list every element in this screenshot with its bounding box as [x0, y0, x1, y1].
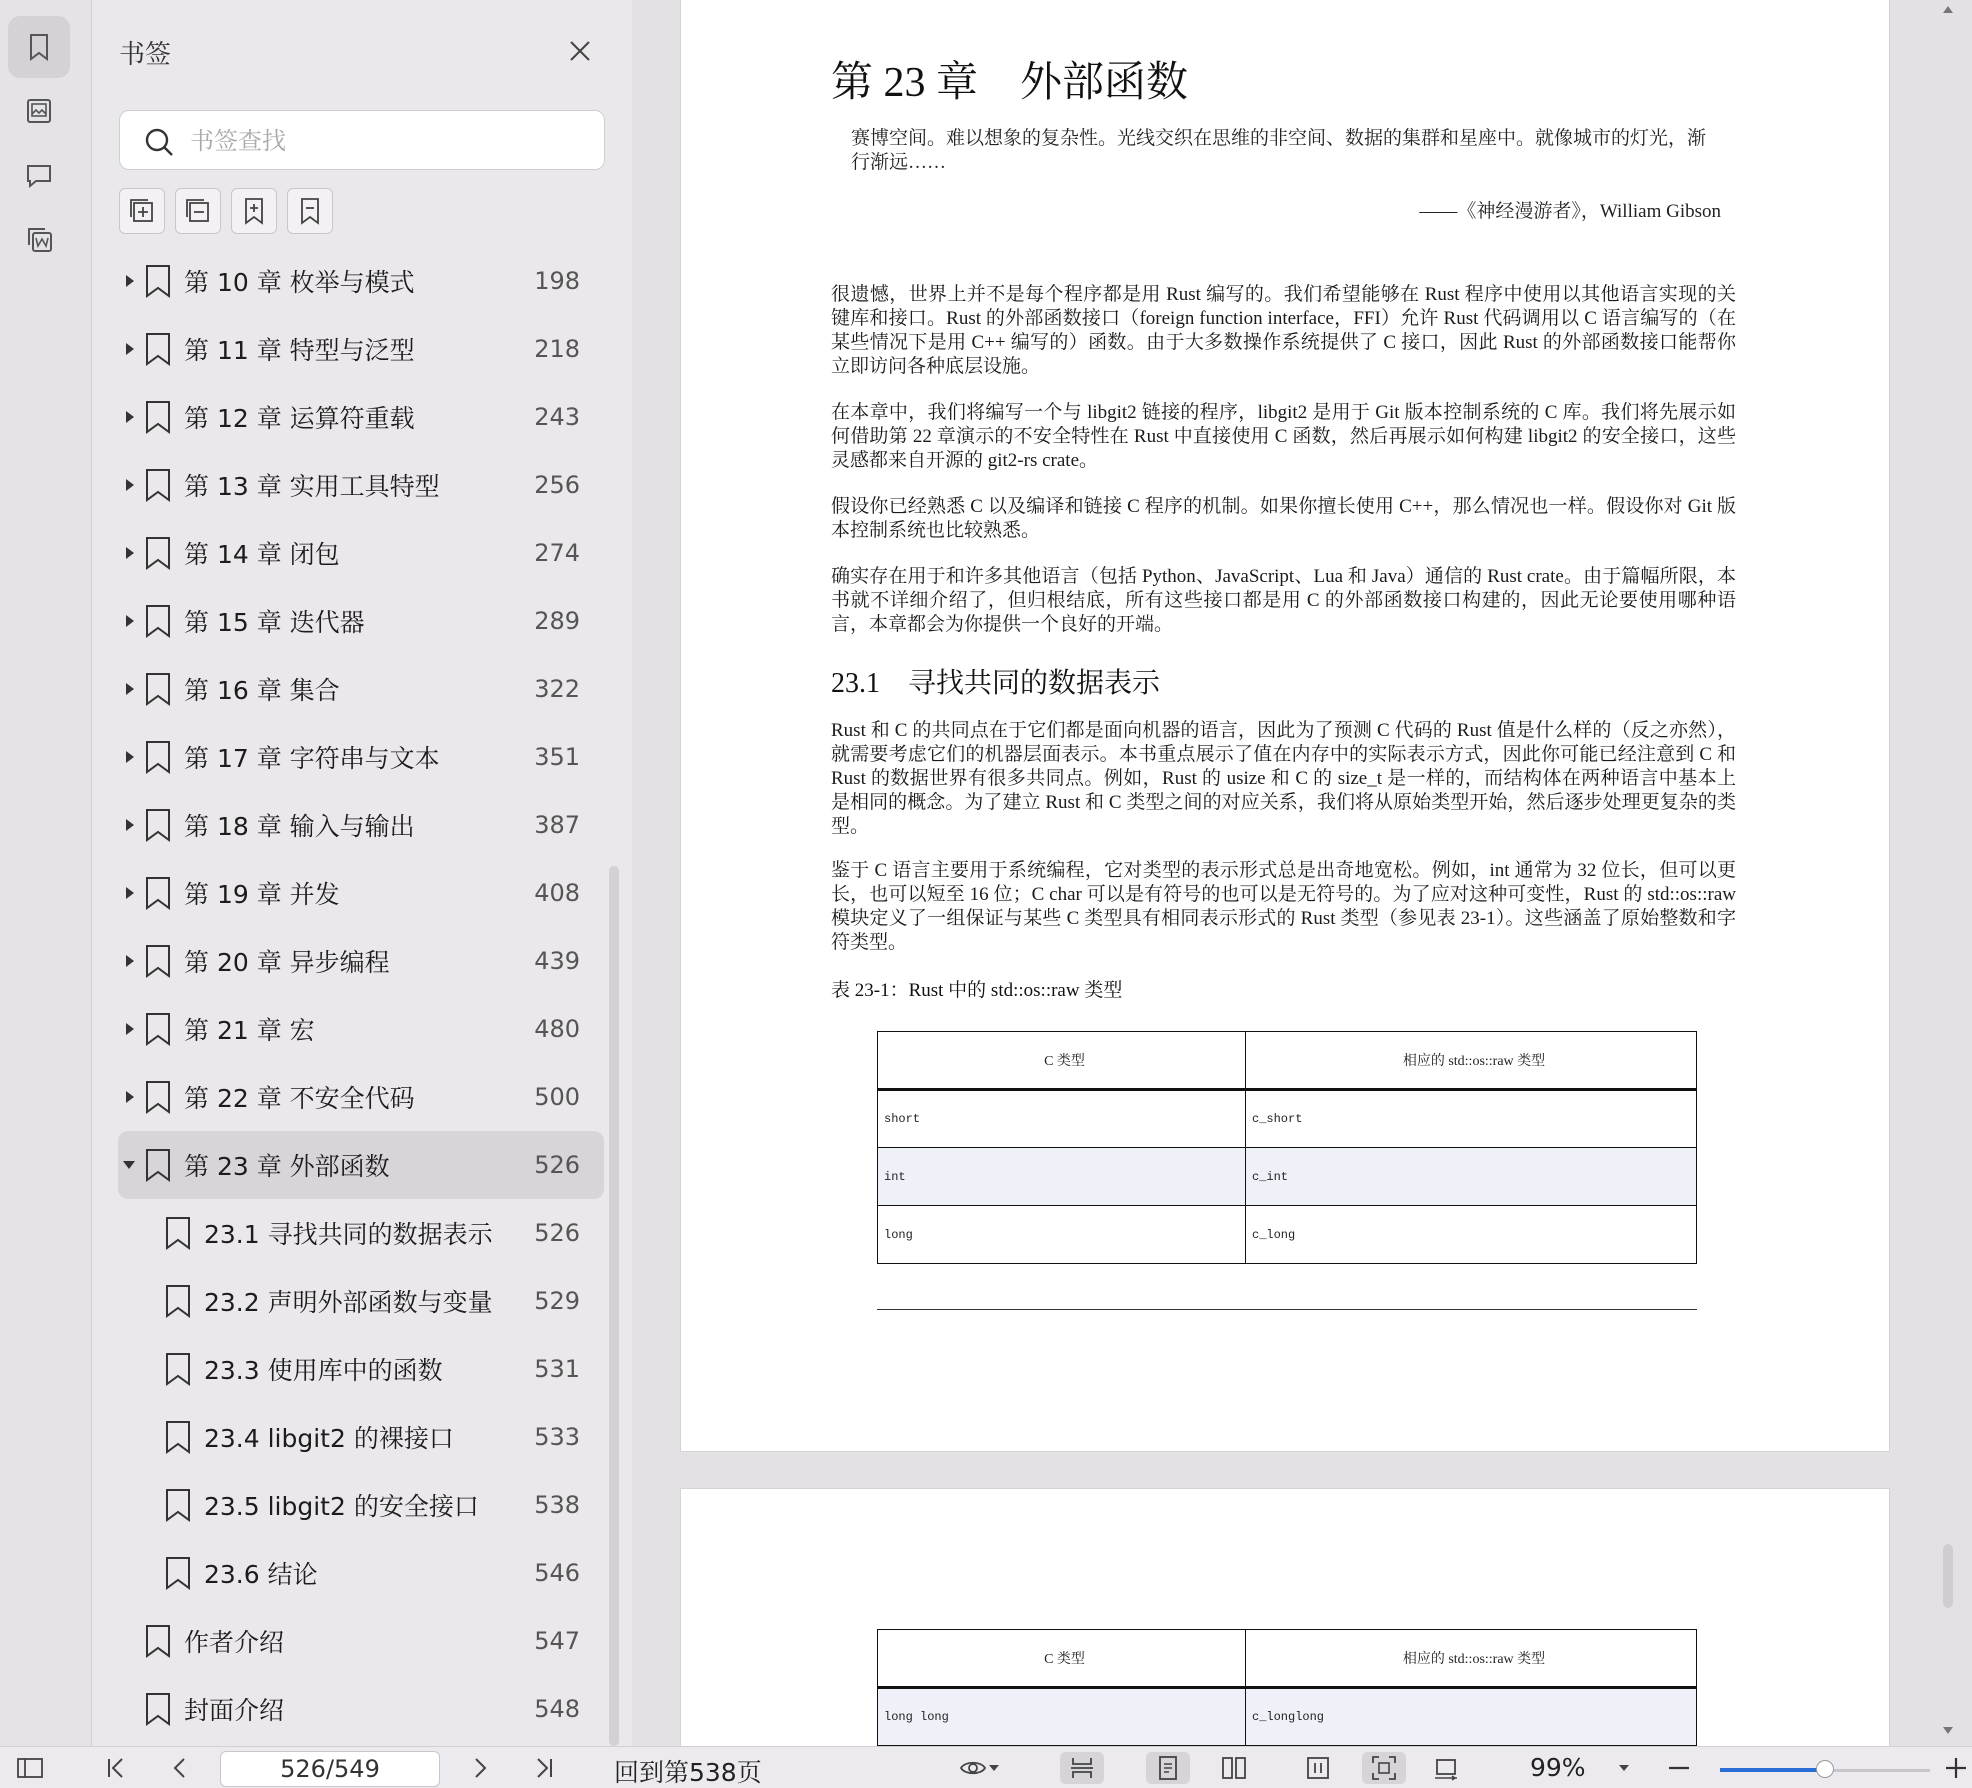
bookmark-label: 23.3 使用库中的函数	[204, 1356, 443, 1385]
bookmark-icon	[144, 1079, 172, 1115]
bookmark-label: 第 13 章 实用工具特型	[184, 472, 440, 501]
bookmark-page-number: 531	[534, 1355, 580, 1383]
bookmark-item[interactable]	[118, 791, 604, 859]
bookmark-item[interactable]	[118, 859, 604, 927]
bookmark-page-number: 526	[534, 1151, 580, 1179]
footnote-rule	[877, 1309, 1697, 1310]
bookmark-page-number: 256	[534, 471, 580, 499]
bookmark-label: 第 23 章 外部函数	[184, 1152, 390, 1181]
first-page-icon	[102, 1754, 130, 1782]
epigraph: 赛博空间。难以想象的复杂性。光线交织在思维的非空间、数据的集群和星座中。就像城市的灯光，渐行渐远……	[851, 128, 1707, 173]
bookmark-item[interactable]	[118, 1539, 604, 1607]
bookmark-icon	[144, 875, 172, 911]
caret-right-icon[interactable]	[122, 886, 136, 900]
scrollbar-thumb[interactable]	[1943, 1544, 1953, 1608]
zoom-slider-knob[interactable]	[1816, 1760, 1834, 1778]
thumbnail-icon	[23, 95, 55, 127]
bookmark-label: 第 10 章 枚举与模式	[184, 268, 415, 297]
add-bookmark-icon	[238, 195, 270, 227]
chevron-down-icon	[1617, 1761, 1631, 1775]
bookmark-item[interactable]	[118, 1063, 604, 1131]
next-page-button[interactable]	[464, 1752, 496, 1784]
bookmark-item[interactable]	[118, 1403, 604, 1471]
bookmark-icon	[144, 807, 172, 843]
fit-page-button[interactable]	[1362, 1752, 1406, 1784]
page-number-input[interactable]	[220, 1751, 440, 1787]
eye-icon	[959, 1754, 987, 1782]
bookmark-label: 作者介绍	[184, 1628, 285, 1657]
bookmark-panel-button[interactable]	[8, 16, 70, 78]
caret-right-icon[interactable]	[122, 614, 136, 628]
paragraph: Rust 和 C 的共同点在于它们都是面向机器的语言，因此为了预测 C 代码的 Rust 值是什么样的（反之亦然），就需要考虑它们的机器层面表示。本书重点展示了值在内存中的实际表示方式，因此你可能已经注意到 C 和 Rust 的数据世界有很多共同点。例如，Rust 的 usize 和 C 的 size_t 是一样的，而结构体在两种语言中基本上是相同的概念。为了建立 Rust 和 C 类型之间的对应关系，我们将从原始类型开始，然后逐步处理更复杂的类型。	[831, 720, 1736, 837]
bookmark-icon	[144, 331, 172, 367]
table-header-cell: 相应的 std::os::raw 类型	[1246, 1630, 1697, 1688]
bookmark-item[interactable]	[118, 1607, 604, 1675]
table-cell: c_short	[1246, 1090, 1697, 1148]
bookmark-label: 第 12 章 运算符重载	[184, 404, 415, 433]
double-page-icon	[1220, 1754, 1248, 1782]
bookmark-label: 第 19 章 并发	[184, 880, 340, 909]
table-header-row	[878, 1032, 1697, 1090]
extract-icon	[23, 223, 55, 255]
fit-page-icon	[1370, 1754, 1398, 1782]
bookmark-icon	[144, 1623, 172, 1659]
bookmark-page-number: 480	[534, 1015, 580, 1043]
add-bookmark-button[interactable]	[231, 188, 277, 234]
last-page-button[interactable]	[528, 1752, 560, 1784]
bookmark-icon	[164, 1419, 192, 1455]
chevron-down-icon	[987, 1761, 1001, 1775]
paragraph: 假设你已经熟悉 C 以及编译和链接 C 程序的机制。如果你擅长使用 C++，那么情况也一样。假设你对 Git 版本控制系统也比较熟悉。	[831, 496, 1736, 541]
table-header-cell: C 类型	[878, 1630, 1246, 1688]
bookmark-label: 第 14 章 闭包	[184, 540, 340, 569]
bookmark-page-number: 547	[534, 1627, 580, 1655]
bookmark-page-number: 529	[534, 1287, 580, 1315]
bookmark-icon	[144, 1011, 172, 1047]
left-rail	[0, 0, 92, 1746]
previous-page-button[interactable]	[164, 1752, 196, 1784]
bookmark-icon	[144, 1691, 172, 1727]
table-header-row	[878, 1630, 1697, 1688]
bookmark-list	[93, 247, 613, 1743]
bookmark-label: 23.5 libgit2 的安全接口	[204, 1492, 479, 1521]
document-view[interactable]	[632, 0, 1972, 1746]
collapse-all-button[interactable]	[175, 188, 221, 234]
bookmark-icon	[164, 1351, 192, 1387]
zoom-in-button[interactable]	[1942, 1752, 1970, 1784]
sidebar-scrollbar[interactable]	[609, 866, 619, 1746]
bookmark-item[interactable]	[118, 1335, 604, 1403]
continuous-scroll-button[interactable]	[1060, 1752, 1104, 1784]
pdf-page	[680, 0, 1890, 1452]
first-page-button[interactable]	[100, 1752, 132, 1784]
bookmark-label: 第 22 章 不安全代码	[184, 1084, 415, 1113]
bookmark-icon	[144, 943, 172, 979]
bookmark-item[interactable]	[118, 927, 604, 995]
bookmark-label: 封面介绍	[184, 1696, 285, 1725]
bookmark-item[interactable]	[118, 1471, 604, 1539]
single-page-icon	[1154, 1754, 1182, 1782]
bookmark-item[interactable]	[118, 1199, 604, 1267]
bookmark-current-icon	[294, 195, 326, 227]
bookmark-page-number: 351	[534, 743, 580, 771]
bookmark-page-number: 538	[534, 1491, 580, 1519]
bookmark-icon	[164, 1283, 192, 1319]
bookmark-page-number: 243	[534, 403, 580, 431]
caret-down-icon[interactable]	[122, 1158, 136, 1172]
table-row	[878, 1148, 1697, 1206]
bookmark-page-number: 274	[534, 539, 580, 567]
pdf-page	[680, 1488, 1890, 1746]
table-header-cell: 相应的 std::os::raw 类型	[1246, 1032, 1697, 1090]
caret-right-icon[interactable]	[122, 818, 136, 832]
zoom-dropdown-button[interactable]	[1614, 1752, 1634, 1784]
bookmark-icon	[144, 467, 172, 503]
bookmark-page-number: 439	[534, 947, 580, 975]
goto-page-link[interactable]: 回到第538页	[614, 1758, 762, 1787]
bookmark-icon	[144, 399, 172, 435]
fit-width-icon	[1304, 1754, 1332, 1782]
bookmark-page-number: 387	[534, 811, 580, 839]
bookmark-item[interactable]	[118, 247, 604, 315]
bookmark-icon	[164, 1555, 192, 1591]
bookmark-page-number: 218	[534, 335, 580, 363]
bookmark-label: 第 20 章 异步编程	[184, 948, 390, 977]
bookmark-label: 第 17 章 字符串与文本	[184, 744, 440, 773]
expand-all-icon	[126, 195, 158, 227]
bookmark-tools	[119, 188, 333, 234]
chevron-right-icon	[466, 1754, 494, 1782]
search-icon	[142, 125, 176, 159]
bookmark-page-number: 322	[534, 675, 580, 703]
bookmark-label: 第 16 章 集合	[184, 676, 340, 705]
bookmark-page-number: 408	[534, 879, 580, 907]
table-cell: c_int	[1246, 1148, 1697, 1206]
table-cell: c_longlong	[1246, 1688, 1697, 1746]
caret-right-icon[interactable]	[122, 1022, 136, 1036]
close-icon[interactable]	[565, 36, 595, 66]
bookmark-page-number: 548	[534, 1695, 580, 1723]
caret-right-icon[interactable]	[122, 478, 136, 492]
bookmark-label: 23.4 libgit2 的裸接口	[204, 1424, 454, 1453]
rotate-button[interactable]	[1428, 1752, 1464, 1784]
bookmark-icon	[164, 1487, 192, 1523]
bookmark-icon	[144, 263, 172, 299]
annotation-panel-button[interactable]	[8, 144, 70, 206]
bookmark-icon	[144, 535, 172, 571]
bookmark-icon	[164, 1215, 192, 1251]
table-cell: short	[878, 1090, 1246, 1148]
bookmark-icon	[144, 671, 172, 707]
bookmark-icon	[144, 1147, 172, 1183]
epigraph-citation: ——《神经漫游者》，William Gibson	[1419, 201, 1721, 222]
table-cell: c_long	[1246, 1206, 1697, 1264]
bookmark-page-number: 526	[534, 1219, 580, 1247]
fit-width-button[interactable]	[1300, 1752, 1336, 1784]
paragraph: 确实存在用于和许多其他语言（包括 Python、JavaScript、Lua 和 Java）通信的 Rust crate。由于篇幅所限，本书就不详细介绍了，但归根结底，所有这些接口都是用 C 的外部函数接口构建的，因此无论要使用哪种语言，本章都会为你提供一个良好的开端。	[831, 566, 1736, 635]
zoom-slider-fill	[1720, 1768, 1825, 1772]
extract-panel-button[interactable]	[8, 208, 70, 270]
caret-right-icon[interactable]	[122, 750, 136, 764]
continuous-scroll-icon	[1068, 1754, 1096, 1782]
sidebar-toggle-icon	[16, 1754, 44, 1782]
paragraph: 很遗憾，世界上并不是每个程序都是用 Rust 编写的。我们希望能够在 Rust 程序中使用以其他语言实现的关键库和接口。Rust 的外部函数接口（foreign function interface，FFI）允许 Rust 代码调用以 C 语言编写的（在某些情况下是用 C++ 编写的）函数。由于大多数操作系统提供了 C 接口，因此 Rust 的外部函数接口能帮你立即访问各种底层设施。	[831, 284, 1736, 377]
bookmark-search[interactable]	[119, 110, 605, 170]
types-table	[877, 1031, 1697, 1264]
paragraph: 在本章中，我们将编写一个与 libgit2 链接的程序，libgit2 是用于 Git 版本控制系统的 C 库。我们将先展示如何借助第 22 章演示的不安全特性在 Rust 中直接使用 C 函数，然后再展示如何构建 libgit2 的安全接口，这些灵感都来自开源的 git2-rs crate。	[831, 402, 1736, 471]
caret-right-icon[interactable]	[122, 682, 136, 696]
bookmark-label: 第 11 章 特型与泛型	[184, 336, 415, 365]
bookmark-item[interactable]	[118, 451, 604, 519]
bookmark-item[interactable]	[118, 1675, 604, 1743]
bookmark-label: 第 15 章 迭代器	[184, 608, 365, 637]
scroll-down-icon[interactable]	[1942, 1726, 1954, 1736]
double-page-button[interactable]	[1216, 1752, 1252, 1784]
thumbnail-panel-button[interactable]	[8, 80, 70, 142]
collapse-all-icon	[182, 195, 214, 227]
caret-right-icon[interactable]	[122, 342, 136, 356]
caret-right-icon[interactable]	[122, 954, 136, 968]
bookmark-item[interactable]	[118, 723, 604, 791]
chapter-title: 第 23 章 外部函数	[831, 60, 1189, 106]
bookmark-label: 23.6 结论	[204, 1560, 318, 1589]
bookmark-page-number: 500	[534, 1083, 580, 1111]
last-page-icon	[530, 1754, 558, 1782]
bookmark-icon	[144, 739, 172, 775]
zoom-out-button[interactable]	[1664, 1752, 1694, 1784]
search-input[interactable]	[190, 121, 570, 161]
sidebar-title: 书签	[119, 40, 172, 70]
caret-right-icon[interactable]	[122, 1090, 136, 1104]
bookmark-icon	[144, 603, 172, 639]
minus-icon	[1665, 1754, 1693, 1782]
bookmark-item[interactable]	[118, 519, 604, 587]
bookmark-sidebar	[93, 0, 631, 1746]
bookmark-item[interactable]	[118, 383, 604, 451]
bookmark-item[interactable]	[118, 315, 604, 383]
bookmark-item[interactable]	[118, 655, 604, 723]
bookmark-icon	[23, 31, 55, 63]
annotation-icon	[23, 159, 55, 191]
table-caption: 表 23-1：Rust 中的 std::os::raw 类型	[831, 980, 1123, 1001]
toggle-sidebar-button[interactable]	[14, 1752, 46, 1784]
table-cell: long long	[878, 1688, 1246, 1746]
plus-icon	[1942, 1754, 1970, 1782]
paragraph: 鉴于 C 语言主要用于系统编程，它对类型的表示形式总是出奇地宽松。例如，int 通常为 32 位长，但可以更长，也可以短至 16 位；C char 可以是有符号的也可以是无符号的。为了应对这种可变性，Rust 的 std::os::raw 模块定义了一组保证与某些 C 类型具有相同表示形式的 Rust 类型（参见表 23-1）。这些涵盖了原始整数和字符类型。	[831, 860, 1736, 953]
bookmark-label: 第 21 章 宏	[184, 1016, 315, 1045]
caret-right-icon[interactable]	[122, 410, 136, 424]
bottom-toolbar	[0, 1746, 1972, 1788]
bookmark-item[interactable]	[118, 587, 604, 655]
bookmark-label: 23.1 寻找共同的数据表示	[204, 1220, 493, 1249]
table-row	[878, 1090, 1697, 1148]
table-cell: long	[878, 1206, 1246, 1264]
bookmark-page-number: 546	[534, 1559, 580, 1587]
table-header-cell: C 类型	[878, 1032, 1246, 1090]
bookmark-item[interactable]	[118, 1267, 604, 1335]
rotate-icon	[1432, 1754, 1460, 1782]
caret-right-icon[interactable]	[122, 274, 136, 288]
document-scrollbar[interactable]	[1938, 0, 1958, 1746]
bookmark-label: 23.2 声明外部函数与变量	[204, 1288, 493, 1317]
bookmark-label: 第 18 章 输入与输出	[184, 812, 415, 841]
view-mode-dropdown[interactable]	[950, 1752, 1010, 1784]
zoom-level[interactable]: 99%	[1530, 1753, 1586, 1782]
bookmark-page-number: 289	[534, 607, 580, 635]
types-table-continued	[877, 1629, 1697, 1746]
chevron-left-icon	[166, 1754, 194, 1782]
scroll-up-icon[interactable]	[1942, 4, 1954, 14]
section-title: 23.1 寻找共同的数据表示	[831, 668, 1161, 699]
bookmark-item[interactable]	[118, 1131, 604, 1199]
single-page-button[interactable]	[1146, 1752, 1190, 1784]
bookmark-item[interactable]	[118, 995, 604, 1063]
table-cell: int	[878, 1148, 1246, 1206]
bookmark-page-number: 198	[534, 267, 580, 295]
bookmark-current-button[interactable]	[287, 188, 333, 234]
table-row	[878, 1688, 1697, 1746]
caret-right-icon[interactable]	[122, 546, 136, 560]
table-row	[878, 1206, 1697, 1264]
expand-all-button[interactable]	[119, 188, 165, 234]
bookmark-page-number: 533	[534, 1423, 580, 1451]
